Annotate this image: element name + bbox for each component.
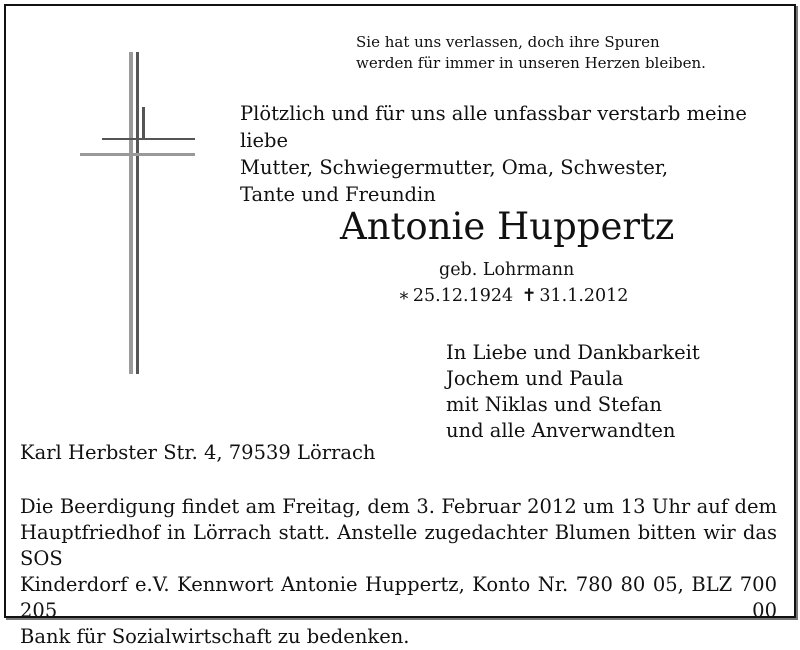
motto-line: Sie hat uns verlassen, doch ihre Spuren	[356, 33, 660, 51]
deceased-name: Antonie Huppertz	[340, 205, 675, 248]
born-star-icon: ∗	[398, 286, 410, 306]
funeral-line: Die Beerdigung findet am Freitag, dem 3. Februar 2012 um 13 Uhr auf dem	[20, 495, 777, 518]
life-dates	[398, 284, 631, 308]
announcement-line: Tante und Freundin	[240, 183, 436, 206]
motto-line: werden für immer in unseren Herzen bleiben.	[356, 54, 706, 72]
announcement-line: Mutter, Schwiegermutter, Oma, Schwester,	[240, 156, 669, 179]
mourners-line: mit Niklas und Stefan	[446, 393, 662, 416]
birth-name: geb. Lohrmann	[439, 260, 575, 280]
funeral-line: Kinderdorf e.V. Kennwort Antonie Huppertz, Konto Nr. 780 80 05, BLZ 700 205 00	[20, 573, 777, 622]
cross-icon	[80, 52, 195, 374]
funeral-line: Bank für Sozialwirtschaft zu bedenken.	[20, 625, 410, 648]
motto-verse	[356, 32, 706, 74]
funeral-details	[20, 494, 777, 650]
mourners-line: Jochem und Paula	[446, 367, 624, 390]
family-address: Karl Herbster Str. 4, 79539 Lörrach	[20, 441, 376, 464]
announcement-text	[240, 100, 800, 208]
death-cross-icon: ✝	[521, 286, 537, 306]
announcement-line: Plötzlich und für uns alle unfassbar verstarb meine liebe	[240, 102, 747, 152]
mourners-list	[446, 340, 700, 444]
funeral-line: Hauptfriedhof in Lörrach statt. Anstelle zugedachter Blumen bitten wir das SOS	[20, 521, 777, 570]
death-date: 31.1.2012	[539, 286, 629, 306]
mourners-line: und alle Anverwandten	[446, 419, 676, 442]
mourners-line: In Liebe und Dankbarkeit	[446, 341, 700, 364]
birth-date: 25.12.1924	[412, 286, 514, 306]
